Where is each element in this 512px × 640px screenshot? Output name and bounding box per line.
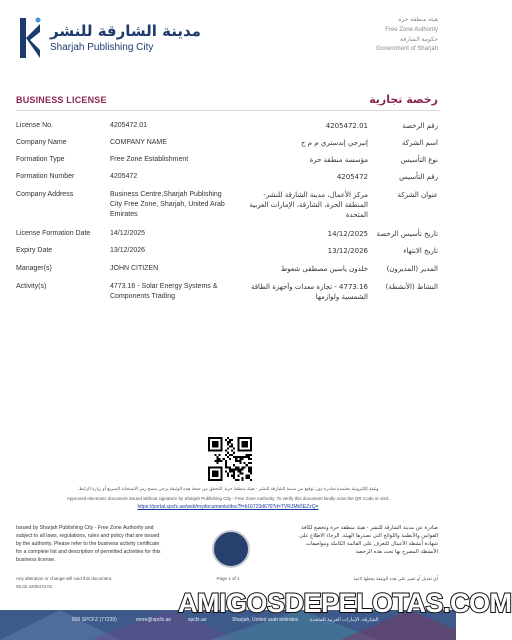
formation-date-value-ar: 14/12/2025 [327,230,368,238]
company-address-value: Business Centre,Sharjah Publishing City Free Zone, Sharjah, United Arab Emirates [110,191,225,218]
brand-name-en: Sharjah Publishing City [50,42,154,53]
formation-type-label: Formation Type [16,156,65,163]
activities-label-ar: النشاط (الأنشطة) [385,283,438,291]
footer-email[interactable]: more@spcfz.ae [136,617,172,623]
verification-qr-code-icon[interactable] [208,437,252,481]
company-address-label: Company Address [16,191,74,198]
verification-text-en: Approved electronic document issued without signature by Sharjah Publishing City - Free Zone Authority. To verify this document kindly scan the QR Code or visit: [66,496,390,501]
verification-text-ar: وثيقة إلكترونية معتمدة صادرة دون توقيع من مدينة الشارقة للنشر - هيئة منطقة حرة. للتحقق من صحة هذه الوثيقة يرجى مسح رمز الاستجابة السريع أو زيارة الرابط: [77,486,379,491]
formation-number-value-ar: 4205472 [336,173,368,181]
company-address-label-ar: عنوان الشركة [397,191,438,199]
managers-value-ar: خلدون ياسين مصطفى شعوط [280,265,368,273]
verification-link[interactable]: https://portal.spcfz.ae/web/mydocuments/doc?f=b16723d6?0?d=TVRJMk5EZzQ= [137,504,319,510]
authority-ar: هيئة منطقة حرة [398,17,438,23]
formation-type-value: Free Zone Establishment [110,156,189,163]
authority-en: Free Zone Authority [385,27,438,33]
footer-address-ar: الشارقة، الإمارات العربية المتحدة [310,617,379,623]
license-no-value-ar: 4205472.01 [325,122,368,130]
formation-type-label-ar: نوع التأسيس [400,156,438,164]
government-en: Government of Sharjah [375,46,438,52]
license-title-en: BUSINESS LICENSE [16,95,107,105]
expiry-date-value-ar: 13/12/2026 [327,247,368,255]
formation-type-value-ar: مؤسسة منطقة حرة [309,156,368,164]
license-no-label-ar: رقم الرخصة [402,122,438,130]
formation-date-value: 14/12/2025 [110,230,146,237]
footer-site[interactable]: spcfz.ae [188,617,207,623]
expiry-date-label-ar: تاريخ الانتهاء [403,247,438,255]
formation-date-label: License Formation Date [16,230,91,237]
activities-value: 4773.16 - Solar Energy Systems & Components Trading [110,283,218,300]
expiry-date-value: 13/12/2026 [110,247,146,254]
government-ar: حكومة الشارقة [400,37,438,43]
managers-label: Manager(s) [16,265,52,272]
formation-number-label: Formation Number [16,173,75,180]
company-address-value-ar: مركز الأعمال، مدينة الشارقة للنشر- المنطقة الحرة، الشارقة، الإمارات العربية المتحدة [249,191,368,219]
title-divider [16,110,440,111]
issued-by-text-ar: صادرة عن مدينة الشارقة للنشر - هيئة منطقة حرة وتخضع لكافة القوانين والأنظمة واللوائح التي تصدرها الهيئة. الرجاء الاطلاع على شهادة أنشطة الأعمال للتعرف على القائمة الكاملة ومواصفات الأنشطة المصرح بها تحت هذه الرخصة [299,525,438,555]
activities-value-ar: 4773.16 - تجارة معدات وأجهزة الطاقة الشمسية ولوازمها [250,283,368,301]
managers-label-ar: المدير (المديرون) [386,265,438,273]
footer-phone[interactable]: 800 SPCFZ (77239) [72,617,117,623]
activities-label: Activity(s) [16,283,47,290]
sharjah-publishing-logo-icon [16,16,44,62]
license-no-value: 4205472.01 [110,122,147,129]
brand-name-ar: مدينة الشارقة للنشر [50,22,201,40]
authority-seal-icon [212,530,250,568]
formation-number-value: 4205472 [110,173,138,180]
formation-date-label-ar: تاريخ تأسيس الرخصة [376,230,438,238]
company-name-value: COMPANY NAME [110,139,167,146]
page-number: Page 1 of 1 [216,576,240,581]
company-name-label-ar: اسم الشركة [402,139,438,147]
watermark-text: AMIGOSDEPELOTAS.COM [178,588,512,618]
alteration-note-ar: أي تعديل أو تغيير على هذه الوثيقة يجعلها لاغية [353,576,438,581]
issued-by-text-en: Issued by Sharjah Publishing City - Free Zone Authority and subject to all laws, regulations, rules and policy that are issued by the authority. Please refer to the business activity certificate for a complete list and description of permitted activities for this business license. [16,525,161,563]
company-name-value-ar: إنبرجي إندستري م م ح [300,139,368,147]
footer-address: Sharjah, United arab emirates [232,617,299,623]
expiry-date-label: Expiry Date [16,247,53,254]
document-code: 05.02.4205472.01 [16,584,53,589]
managers-value: JOHN CITIZEN [110,265,159,272]
license-no-label: License No. [16,122,53,129]
company-name-label: Company Name [16,139,67,146]
license-title-ar: رخصة تجارية [369,93,438,106]
formation-number-label-ar: رقم التأسيس [399,173,438,181]
alteration-note-en: Any alteration or change will void this document. [16,576,113,581]
